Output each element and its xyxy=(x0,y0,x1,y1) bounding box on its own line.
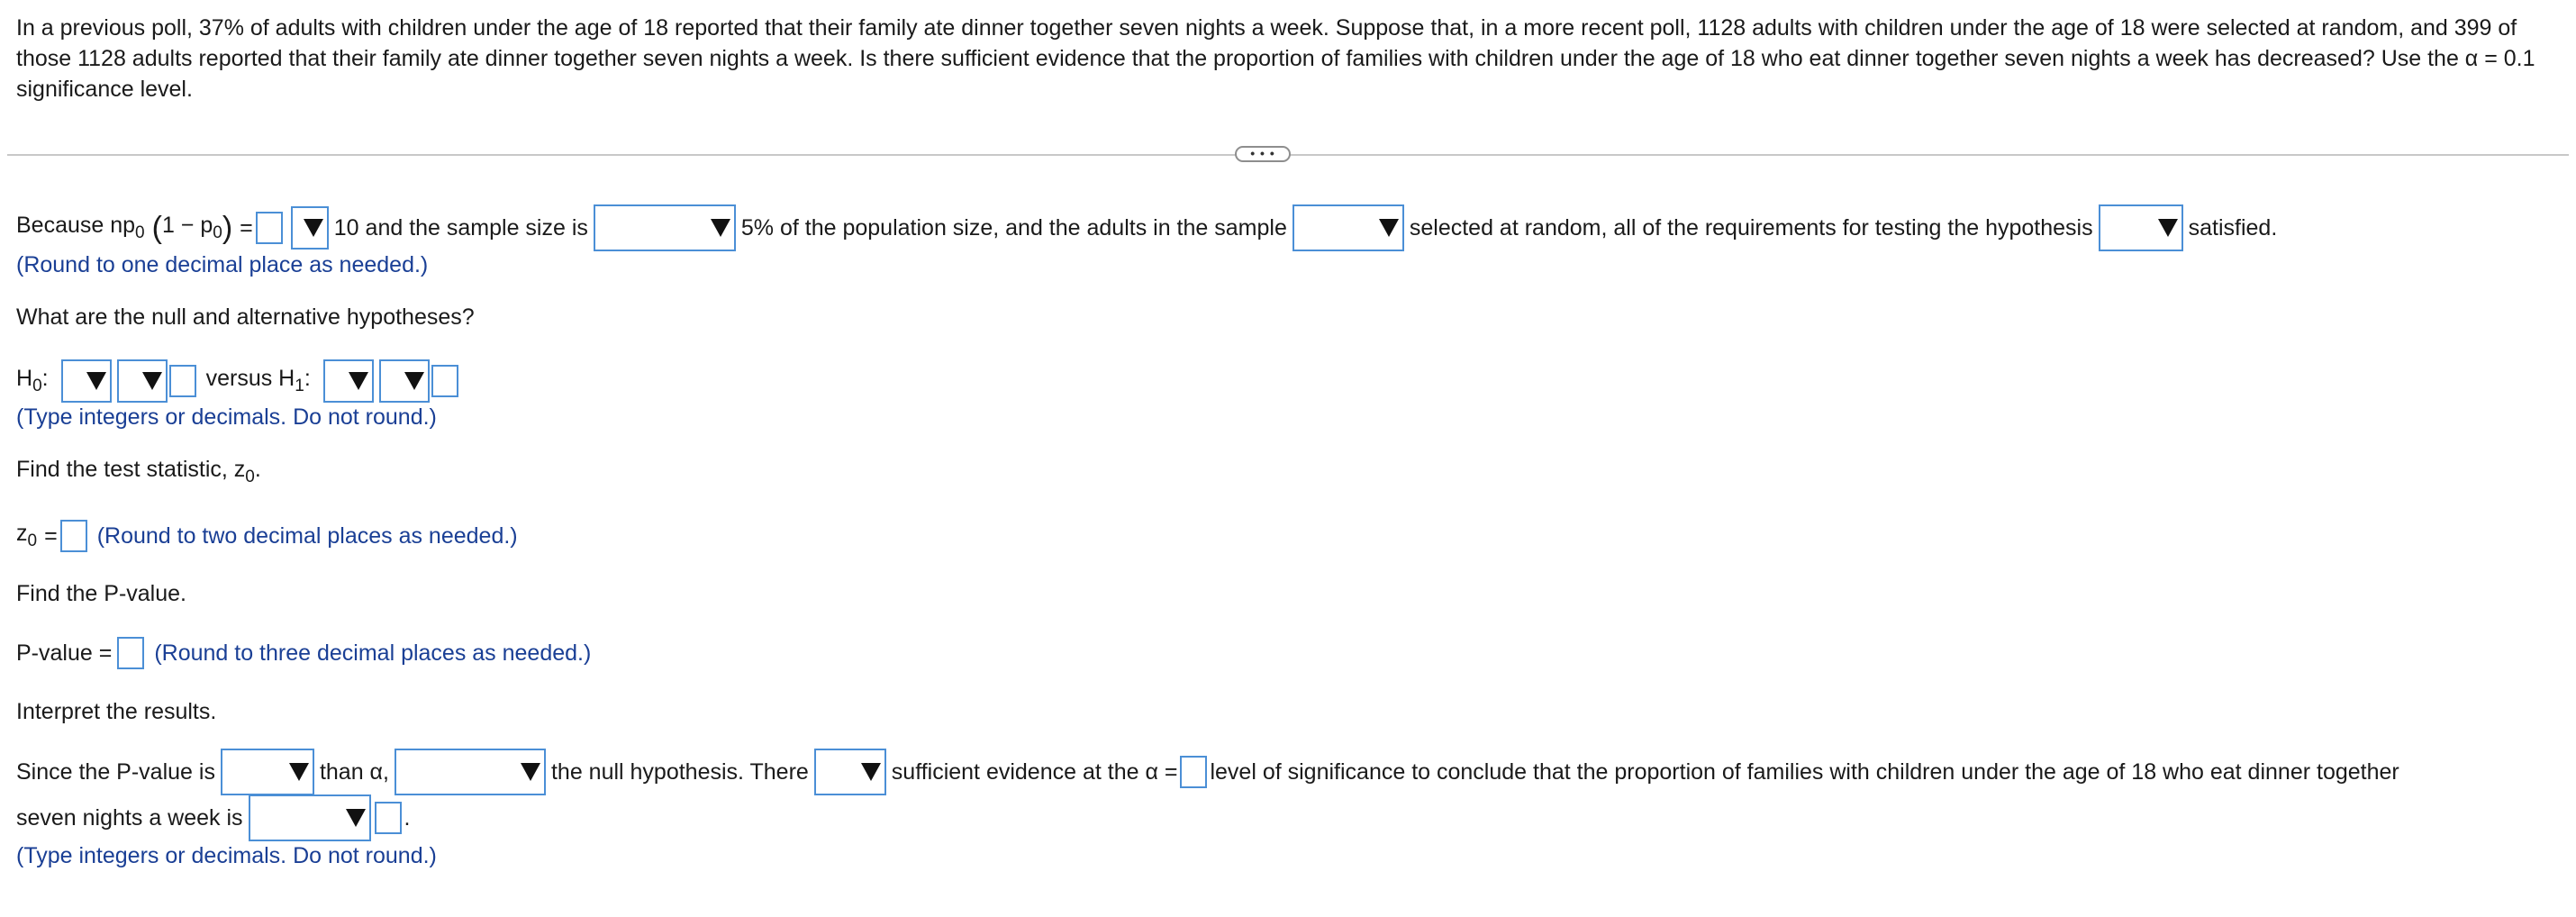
one-minus-p0-text: $1 - p_0$ xyxy=(161,213,222,242)
round-three-decimal-hint: (Round to three decimal places as needed.) xyxy=(154,640,592,666)
dropdown-arrow-icon xyxy=(289,763,309,781)
h0-operator-select[interactable] xyxy=(117,359,168,403)
dropdown-arrow-icon xyxy=(349,372,368,390)
dropdown-arrow-icon xyxy=(861,763,881,781)
selected-random-text: selected at random, all of the requirements for testing the hypothesis xyxy=(1409,214,2093,241)
close-paren: ) xyxy=(222,210,233,245)
z0-label: $z_0$ xyxy=(16,521,38,550)
test-statistic-question: Find the test statistic, $z_0$. xyxy=(16,457,261,486)
h0-label: $H_0$: xyxy=(16,366,49,395)
p-value-question: Find the P-value. xyxy=(16,581,186,606)
p-value-line xyxy=(16,630,591,676)
p-value-input[interactable] xyxy=(117,637,144,669)
versus-h1-label: versus $H_1$: xyxy=(205,366,311,395)
than-alpha-text: than α, xyxy=(319,758,389,785)
hypotheses-question: What are the null and alternative hypotheses? xyxy=(16,304,475,330)
expand-button[interactable]: • • • xyxy=(1235,146,1291,162)
sample-size-select[interactable] xyxy=(594,204,736,251)
integers-decimals-hint: (Type integers or decimals. Do not round.) xyxy=(16,404,437,430)
five-percent-text: 5% of the population size, and the adults in the sample xyxy=(740,214,1287,241)
p-value-compare-select[interactable] xyxy=(221,749,314,795)
z0-input[interactable] xyxy=(60,520,87,552)
dropdown-arrow-icon xyxy=(346,809,366,827)
dropdown-arrow-icon xyxy=(711,219,730,237)
h0-value-input[interactable] xyxy=(169,365,196,397)
test-statistic-line xyxy=(16,513,518,559)
round-two-decimal-hint: (Round to two decimal places as needed.) xyxy=(96,522,518,549)
null-decision-select[interactable] xyxy=(395,749,546,795)
hypotheses-line xyxy=(16,358,461,404)
h1-value-input[interactable] xyxy=(431,365,458,397)
open-paren: ( xyxy=(151,210,162,245)
null-there-text: the null hypothesis. There xyxy=(550,758,809,785)
final-integers-decimals-hint: (Type integers or decimals. Do not round.) xyxy=(16,843,437,868)
seven-nights-text: seven nights a week is xyxy=(16,804,243,831)
because-text: Because $np_0$ xyxy=(16,213,145,242)
period-text: . xyxy=(404,804,411,831)
conclusion-value-input[interactable] xyxy=(375,802,402,834)
requirements-satisfied-select[interactable] xyxy=(2099,204,2183,251)
dropdown-arrow-icon xyxy=(2158,219,2178,237)
dropdown-arrow-icon xyxy=(142,372,162,390)
dropdown-arrow-icon xyxy=(1379,219,1399,237)
h1-parameter-select[interactable] xyxy=(323,359,374,403)
alpha-input[interactable] xyxy=(1180,756,1207,788)
dropdown-arrow-icon xyxy=(304,219,323,237)
h0-parameter-select[interactable] xyxy=(61,359,112,403)
level-conclusion-text: level of significance to conclude that the proportion of families with children under the age of 18 who eat dinner together xyxy=(1210,758,2399,785)
since-p-value-text: Since the P-value is xyxy=(16,758,215,785)
np-compare-select[interactable] xyxy=(291,206,329,250)
dropdown-arrow-icon xyxy=(404,372,424,390)
conclusion-operator-select[interactable] xyxy=(249,794,371,841)
np-value-input[interactable] xyxy=(256,212,283,244)
ten-and-text: 10 and the sample size is xyxy=(333,214,588,241)
sample-random-select[interactable] xyxy=(1293,204,1404,251)
interpret-line-2 xyxy=(16,794,410,841)
p-value-label: P-value = xyxy=(16,640,113,666)
dropdown-arrow-icon xyxy=(86,372,106,390)
satisfied-text: satisfied. xyxy=(2188,214,2278,241)
sufficient-evidence-text: sufficient evidence at the α = xyxy=(891,758,1178,785)
dropdown-arrow-icon xyxy=(521,763,540,781)
equals-sign: = xyxy=(240,214,253,241)
requirements-line xyxy=(16,204,2277,251)
round-one-decimal-hint: (Round to one decimal place as needed.) xyxy=(16,252,429,277)
interpret-question: Interpret the results. xyxy=(16,699,217,724)
interpret-line-1 xyxy=(16,749,2399,795)
evidence-select[interactable] xyxy=(814,749,886,795)
h1-operator-select[interactable] xyxy=(379,359,430,403)
z0-equals: = xyxy=(44,522,58,549)
problem-statement: In a previous poll, 37% of adults with children under the age of 18 reported that their family ate dinner together seven nights a week. Suppose that, in a more recent poll, 1128 adults with children under the age of 18 were selected at random, and 399 of those 1128 adults reported that their family ate dinner together seven nights a week. Is there sufficient evidence that the proportion of families with children under the age of 18 who eat dinner together seven nights a week has decreased? Use the α = 0.1 significance level. xyxy=(16,15,2535,102)
